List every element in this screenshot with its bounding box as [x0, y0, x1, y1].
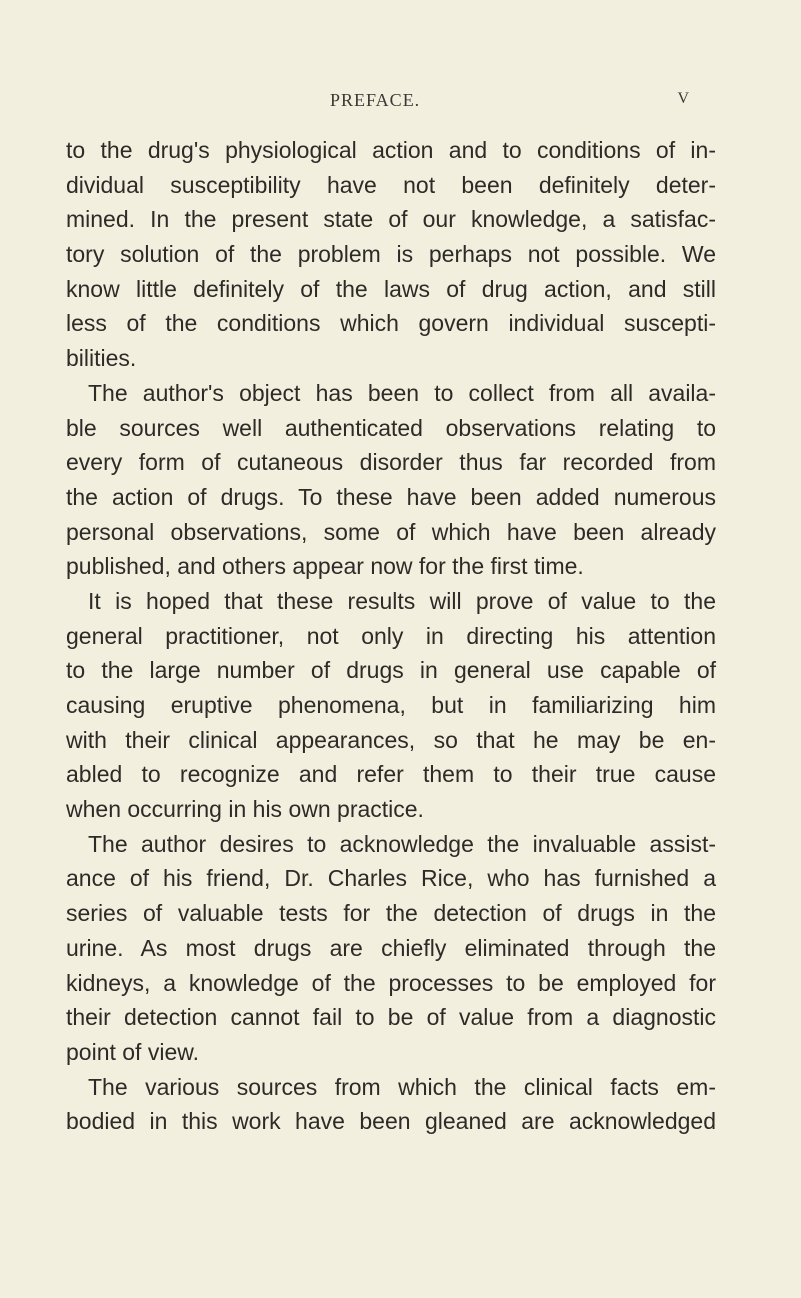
text-line: It is hoped that these results will prove of value to the — [88, 587, 716, 614]
text-line: to the drug's physiological action and to conditions of in- — [66, 137, 716, 163]
text-line: less of the conditions which govern individual suscepti- — [66, 310, 716, 337]
text-line: The author's object has been to collect from all availa- — [88, 379, 716, 406]
text-line: The author desires to acknowledge the invaluable assist- — [88, 830, 716, 857]
text-line: kidneys, a knowledge of the processes to be employed for — [66, 969, 716, 996]
text-line: causing eruptive phenomena, but in familiarizing him — [66, 692, 716, 718]
text-line: abled to recognize and refer them to their true cause — [66, 761, 716, 788]
text-line: tory solution of the problem is perhaps not possible. We — [66, 241, 716, 268]
text-line: to the large number of drugs in general use capable of — [66, 657, 716, 684]
text-line: bodied in this work have been gleaned are acknowledged — [66, 1108, 716, 1135]
text-line: point of view. — [66, 1038, 199, 1065]
text-line: when occurring in his own practice. — [66, 796, 424, 823]
text-line: mined. In the present state of our knowledge, a satisfac- — [66, 206, 716, 233]
text-line: published, and others appear now for the first time. — [66, 553, 584, 580]
running-title: PREFACE. — [330, 90, 421, 110]
text-line: dividual susceptibility have not been definitely deter- — [66, 171, 716, 198]
running-head — [60, 90, 690, 114]
text-line: the action of drugs. To these have been added numerous — [66, 483, 716, 510]
body-text — [66, 133, 716, 1139]
text-line: ance of his friend, Dr. Charles Rice, who has furnished a — [66, 865, 716, 892]
text-line: urine. As most drugs are chiefly eliminated through the — [66, 934, 716, 961]
text-line: series of valuable tests for the detection of drugs in the — [66, 900, 716, 927]
text-line: personal observations, some of which have been already — [66, 518, 716, 545]
text-line: know little definitely of the laws of drug action, and still — [66, 275, 716, 302]
text-line: with their clinical appearances, so that he may be en- — [66, 726, 716, 753]
text-line: every form of cutaneous disorder thus far recorded from — [66, 449, 716, 476]
text-line: ble sources well authenticated observations relating to — [66, 414, 716, 441]
text-line: The various sources from which the clinical facts em- — [88, 1073, 716, 1100]
page-number: V — [677, 90, 690, 107]
text-line: bilities. — [66, 345, 137, 372]
text-line: their detection cannot fail to be of value from a diagnostic — [66, 1004, 716, 1031]
text-line: general practitioner, not only in directing his attention — [66, 622, 716, 649]
